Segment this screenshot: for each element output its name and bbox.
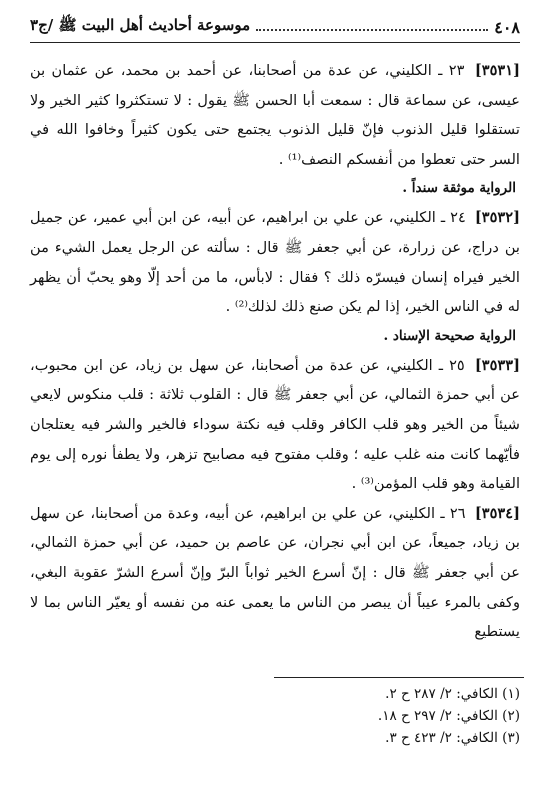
header-leader-dots xyxy=(256,29,488,31)
running-header xyxy=(30,14,520,40)
narration-3532 xyxy=(30,203,520,321)
narration-3534 xyxy=(30,499,520,647)
narration-text: ٢٤ ـ الكليني، عن علي بن ابراهيم، عن أبيه، عن ابن أبي عمير، عن جميل بن دراج، عن زرارة، عن أبي جعفر ﷺ قال : سألته عن الرجل يعمل الشيء من الخير فيراه إنسان فيسرّه ذلك ؟ فقال : لابأس، ما من أحد إلّا وهو يحبّ أن يظهر له في الناس الخير، إذا لم يكن صنع ذلك لذلك⁽²⁾ . xyxy=(30,209,520,316)
footnotes xyxy=(274,683,520,749)
header-title: موسوعة أحاديث أهل البيت ﷺ /ج٣ xyxy=(30,16,251,34)
narration-3531 xyxy=(30,56,520,174)
narration-id: [٣٥٣٣] xyxy=(474,356,521,374)
narration-verdict: الرواية صحيحة الإسناد . xyxy=(383,327,516,344)
narration-id: [٣٥٣١] xyxy=(474,62,520,79)
narration-id: [٣٥٣٤] xyxy=(474,504,521,522)
header-rule xyxy=(30,42,520,43)
footnote-1: (١) الكافي: ٢/ ٢٨٧ ح ٢. xyxy=(385,686,520,702)
page-number: ٤٠٨ xyxy=(494,17,520,37)
narration-text: ٢٥ ـ الكليني، عن عدة من أصحابنا، عن سهل بن زياد، عن ابن محبوب، عن أبي حمزة الثمالي، عن أبي جعفر ﷺ قال : القلوب ثلاثة : قلب منكوس لايعي شيئاً من الخير وهو قلب الكافر وقلب فيه نكتة سوداء فالخير والشر فيه يعتلجان فأيّهما كانت منه غلب عليه ؛ وقلب مفتوح فيه مصابيح تزهر، ولا يطفأ نوره إلى يوم القيامة وهو قلب المؤمن⁽³⁾ . xyxy=(30,356,520,493)
main-text xyxy=(30,56,520,647)
narration-text: ٢٣ ـ الكليني، عن عدة من أصحابنا، عن أحمد بن محمد، عن عثمان بن عيسى، عن سماعة قال : سمعت أبا الحسن ﷺ يقول : لا تستكثروا كثير الخير ولا تستقلوا قليل الذنوب فإنّ قليل الذنوب يجتمع حتى يكون كثيراً وخافوا الله في السر حتى تعطوا من أنفسكم النصف⁽¹⁾ . xyxy=(30,62,520,168)
narration-id: [٣٥٣٢] xyxy=(474,209,521,227)
narration-text: ٢٦ ـ الكليني، عن علي بن ابراهيم، عن أبيه، وعدة من أصحابنا، عن سهل بن زياد، جميعاً، عن ابن أبي نجران، عن عاصم بن حميد، عن أبي حمزة الثمالي، عن أبي جعفر ﷺ قال : إنّ أسرع الخير ثواباً البرّ وإنّ أسرع الشرّ عقوبة البغي، وكفى بالمرء عيباً أن يبصر من الناس ما يعمى عنه من نفسه أو يعيّر الناس بما لا يستطيع xyxy=(30,504,520,641)
narration-3533 xyxy=(30,351,520,499)
footnote-2: (٢) الكافي: ٢/ ٢٩٧ ح ١٨. xyxy=(377,708,520,724)
footnote-separator xyxy=(274,677,524,678)
footnote-3: (٣) الكافي: ٢/ ٤٢٣ ح ٣. xyxy=(385,730,520,746)
narration-verdict: الرواية موثقة سنداً . xyxy=(402,180,516,197)
